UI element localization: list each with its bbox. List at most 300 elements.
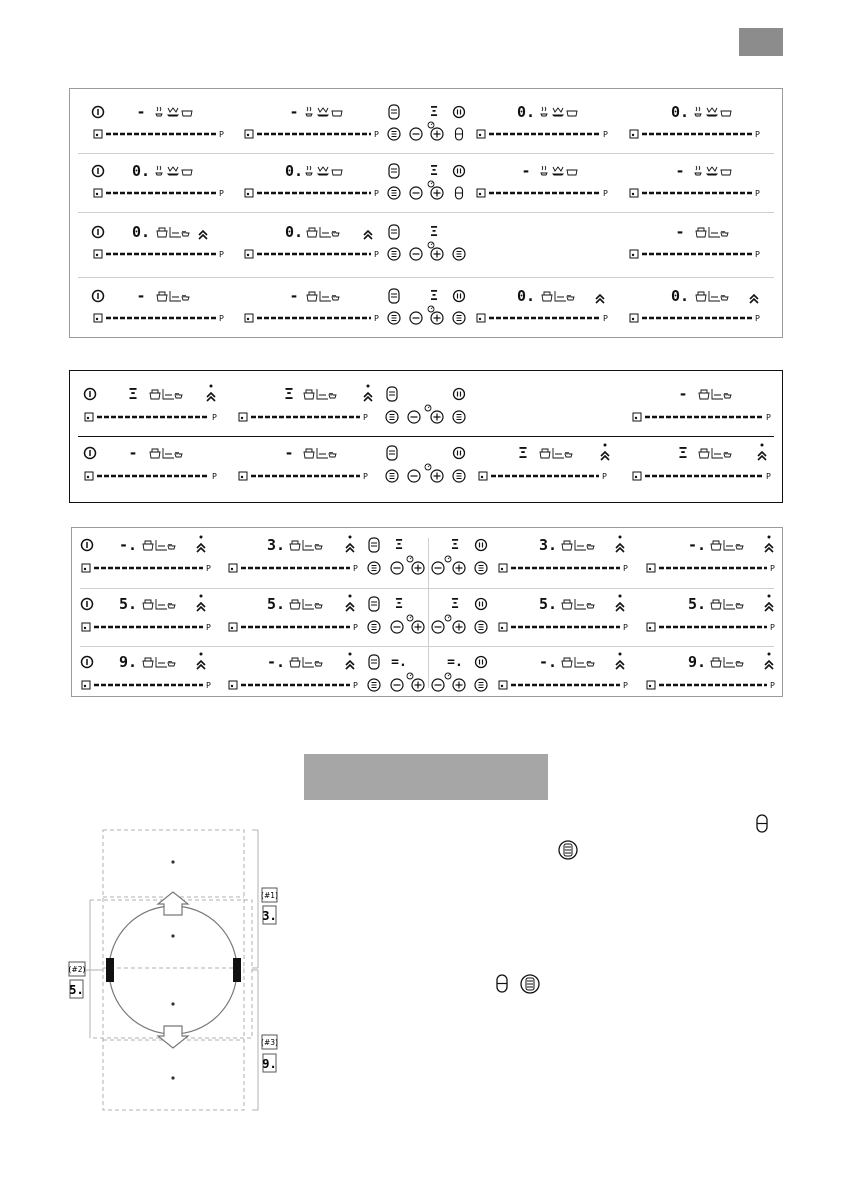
minus-icon — [391, 621, 403, 633]
pan-icon — [724, 657, 735, 667]
pause-icon — [476, 657, 487, 668]
timer-icon — [445, 556, 451, 562]
boost-dot — [619, 653, 622, 656]
zone-position-icon — [229, 681, 237, 689]
zone-selector-icon — [518, 972, 542, 996]
pot-icon — [562, 600, 572, 609]
slider-end-label: P — [755, 250, 760, 259]
boost-icon — [758, 444, 766, 461]
lock-icon — [369, 538, 379, 552]
boost-icon — [346, 653, 354, 670]
function-icons — [562, 657, 594, 667]
zone-position-dot — [501, 627, 503, 629]
boost-dot — [367, 385, 370, 388]
zone-marker-right — [233, 958, 241, 982]
zone-position-dot — [96, 134, 98, 136]
power-icon — [85, 448, 96, 459]
zone-level-display: -. — [266, 653, 286, 671]
power-icon — [82, 540, 93, 551]
boost-chevron — [765, 544, 773, 552]
zone-position-dot — [481, 476, 483, 478]
zone-position-icon — [633, 472, 641, 480]
flex-zone-circle — [109, 906, 237, 1034]
pot-icon — [307, 228, 317, 237]
keep-warm-icon — [156, 166, 162, 175]
zone-position-dot — [479, 193, 481, 195]
boost-icon — [197, 595, 205, 612]
pan-icon — [170, 227, 181, 237]
pot-icon — [150, 390, 160, 399]
plus-icon — [453, 562, 465, 574]
melt-icon — [567, 170, 577, 175]
plus-icon — [431, 470, 443, 482]
power-slider — [245, 250, 371, 258]
zone-position-dot — [649, 568, 651, 570]
pan-icon — [709, 291, 720, 301]
boost-dot — [604, 444, 607, 447]
pot-icon — [290, 541, 300, 550]
function-icons — [562, 599, 594, 609]
function-icons — [540, 448, 572, 458]
power-slider — [94, 314, 216, 322]
function-icons — [143, 599, 175, 609]
keep-warm-icon — [182, 232, 189, 237]
slider-end-label: P — [755, 189, 760, 198]
slider-end-label: P — [623, 623, 628, 632]
slider-end-label: P — [353, 681, 358, 690]
function-icons — [156, 166, 192, 175]
power-slider — [94, 130, 216, 138]
timer-hand — [431, 308, 433, 310]
zone-level-display: - — [675, 162, 685, 180]
pan-icon — [156, 657, 167, 667]
pot-icon — [157, 228, 167, 237]
zone-selector-icon — [453, 248, 465, 260]
function-icons — [541, 166, 577, 175]
boost-dot — [200, 595, 203, 598]
pan-icon — [320, 227, 331, 237]
pot-icon — [143, 600, 153, 609]
power-slider — [630, 250, 752, 258]
zone-position-icon — [229, 623, 237, 631]
zone-center-dot — [171, 1076, 174, 1079]
zone-position-icon — [245, 130, 253, 138]
lock-icon — [389, 225, 399, 239]
zone-center-dot — [171, 1002, 174, 1005]
minus-icon — [432, 621, 444, 633]
plus-icon — [412, 679, 424, 691]
boost-dot — [200, 653, 203, 656]
power-slider — [229, 681, 350, 689]
slider-end-label: P — [219, 130, 224, 139]
zone-position-dot — [96, 254, 98, 256]
zone-position-icon — [245, 250, 253, 258]
keep-warm-icon — [315, 604, 322, 609]
function-icons — [695, 166, 731, 175]
function-icons — [699, 389, 731, 399]
zone-position-dot — [231, 568, 233, 570]
pan-icon — [553, 448, 564, 458]
zone-level-display: - — [521, 162, 531, 180]
keep-warm-icon — [329, 394, 336, 399]
pause-ring — [476, 657, 487, 668]
zone-position-dot — [84, 568, 86, 570]
lock-body — [369, 655, 379, 669]
keep-warm-icon — [306, 166, 312, 175]
boost-chevron — [199, 231, 207, 239]
boost-icon — [616, 536, 624, 553]
pan-icon — [724, 599, 735, 609]
pause-icon — [476, 599, 487, 610]
zone-selector-icon — [453, 312, 465, 324]
zone-marker-left — [106, 958, 114, 982]
power-slider — [94, 189, 216, 197]
zone-level-display: 5. — [687, 595, 707, 613]
function-icons — [157, 227, 189, 237]
boost-chevron — [758, 452, 766, 460]
keep-warm-icon — [306, 107, 312, 116]
simmer-icon — [707, 108, 717, 116]
pan-icon — [303, 540, 314, 550]
zone-position-dot — [84, 627, 86, 629]
lock-icon — [369, 597, 379, 611]
pot-icon — [304, 390, 314, 399]
pot-icon — [157, 292, 167, 301]
pause-ring — [454, 448, 465, 459]
keep-warm-icon — [736, 604, 743, 609]
boost-dot — [768, 536, 771, 539]
boost-icon — [197, 653, 205, 670]
keep-warm-icon — [736, 545, 743, 550]
boost-chevron — [750, 295, 758, 303]
melt-icon — [332, 111, 342, 116]
zone-position-icon — [630, 250, 638, 258]
lock-body — [369, 597, 379, 611]
function-icons — [542, 291, 574, 301]
boost-dot — [349, 595, 352, 598]
slider-end-label: P — [374, 314, 379, 323]
zone-position-dot — [241, 417, 243, 419]
pan-icon — [712, 448, 723, 458]
boost-chevron — [596, 295, 604, 303]
lock-body — [389, 289, 399, 303]
pause-icon — [454, 448, 465, 459]
zone-position-dot — [96, 193, 98, 195]
minus-icon — [391, 679, 403, 691]
power-slider — [499, 681, 620, 689]
keep-warm-icon — [182, 296, 189, 301]
zone-label-1: (#1) — [261, 891, 278, 900]
center-display: Ξ — [430, 225, 438, 240]
slider-end-label: P — [603, 130, 608, 139]
melt-icon — [721, 170, 731, 175]
zone-level-display: 0. — [670, 287, 690, 305]
plus-icon — [431, 187, 443, 199]
timer-icon — [407, 615, 413, 621]
pan-icon — [156, 599, 167, 609]
keep-warm-icon — [587, 545, 594, 550]
slider-end-label: P — [755, 130, 760, 139]
pause-icon — [454, 291, 465, 302]
function-icons — [696, 227, 728, 237]
power-slider — [479, 472, 599, 480]
zone-level-display: 0. — [131, 223, 151, 241]
slider-end-label: P — [212, 472, 217, 481]
zone-level-display: 5. — [266, 595, 286, 613]
pot-icon — [290, 600, 300, 609]
zone-position-icon — [647, 681, 655, 689]
boost-icon — [346, 595, 354, 612]
boost-chevron — [364, 231, 372, 239]
boost-chevron — [616, 544, 624, 552]
simmer-icon — [553, 167, 563, 175]
function-icons — [562, 540, 594, 550]
power-slider — [82, 681, 203, 689]
boost-dot — [768, 653, 771, 656]
slider-end-label: P — [770, 623, 775, 632]
pan-icon — [575, 657, 586, 667]
zone-level-display: 3. — [266, 536, 286, 554]
keep-warm-icon — [168, 604, 175, 609]
power-icon — [85, 389, 96, 400]
zone-position-icon — [499, 681, 507, 689]
power-icon — [93, 227, 104, 238]
boost-chevron — [765, 661, 773, 669]
keep-warm-icon — [736, 662, 743, 667]
timer-icon — [445, 615, 451, 621]
keep-warm-icon — [721, 296, 728, 301]
pot-icon — [699, 449, 709, 458]
power-slider — [477, 314, 600, 322]
zone-position-dot — [479, 318, 481, 320]
function-icons — [290, 540, 322, 550]
power-slider — [647, 564, 767, 572]
zone-position-icon — [477, 189, 485, 197]
zone-position-icon — [477, 130, 485, 138]
zone-position-dot — [247, 134, 249, 136]
function-icons — [711, 657, 743, 667]
keep-warm-icon — [332, 232, 339, 237]
plus-icon — [412, 621, 424, 633]
zone-combined-outline — [90, 900, 252, 1038]
timer-hand — [431, 124, 433, 126]
boost-dot — [200, 536, 203, 539]
lock-body — [387, 387, 397, 401]
function-icons — [699, 448, 731, 458]
zone-level-display: - — [136, 287, 146, 305]
pan-icon — [555, 291, 566, 301]
zone-position-dot — [501, 685, 503, 687]
zone-selector-icon — [388, 248, 400, 260]
boost-chevron — [197, 603, 205, 611]
plus-icon — [431, 411, 443, 423]
function-icons — [290, 599, 322, 609]
zone-selector-icon — [386, 411, 398, 423]
zone-position-icon — [633, 413, 641, 421]
slider-end-label: P — [206, 564, 211, 573]
boost-chevron — [616, 661, 624, 669]
keep-warm-icon — [315, 545, 322, 550]
pause-ring — [454, 291, 465, 302]
pot-icon — [711, 658, 721, 667]
minus-icon — [410, 248, 422, 260]
minus-icon — [408, 411, 420, 423]
boost-dot — [768, 595, 771, 598]
zone-level-display: -. — [118, 536, 138, 554]
slider-end-label: P — [219, 189, 224, 198]
power-slider — [630, 130, 752, 138]
boost-dot — [761, 444, 764, 447]
simmer-icon — [318, 108, 328, 116]
power-slider — [94, 250, 216, 258]
keep-warm-icon — [541, 107, 547, 116]
melt-icon — [332, 170, 342, 175]
zone-level-display: 5. — [118, 595, 138, 613]
power-icon — [93, 107, 104, 118]
timer-hand — [410, 558, 412, 560]
zone-selector-icon — [368, 679, 380, 691]
pan-icon — [724, 540, 735, 550]
zone-position-dot — [84, 685, 86, 687]
zone-selector-icon — [386, 470, 398, 482]
zone-position-icon — [477, 314, 485, 322]
plus-icon — [431, 248, 443, 260]
zone-position-dot — [87, 417, 89, 419]
simmer-icon — [707, 167, 717, 175]
zone-level-display: - — [678, 385, 688, 403]
boost-dot — [349, 653, 352, 656]
boost-chevron — [197, 544, 205, 552]
timer-icon — [407, 673, 413, 679]
boost-chevron — [197, 661, 205, 669]
pause-ring — [476, 599, 487, 610]
lock-body — [387, 446, 397, 460]
pot-icon — [304, 449, 314, 458]
pan-icon — [303, 599, 314, 609]
power-slider — [239, 413, 360, 421]
center-display: Ξ — [451, 538, 459, 553]
keep-warm-icon — [332, 296, 339, 301]
pan-icon — [575, 540, 586, 550]
boost-icon — [616, 595, 624, 612]
zone-level-display: - — [128, 444, 138, 462]
timer-hand — [431, 244, 433, 246]
zone-level-display: Ξ — [678, 444, 688, 462]
boost-chevron — [207, 393, 215, 401]
pan-icon — [712, 389, 723, 399]
simmer-icon — [318, 167, 328, 175]
timer-icon — [428, 306, 434, 312]
zone-diagram — [60, 820, 290, 1120]
minus-icon — [432, 679, 444, 691]
zone-position-icon — [85, 413, 93, 421]
function-icons — [150, 448, 182, 458]
zone-position-dot — [632, 318, 634, 320]
power-slider — [633, 472, 763, 480]
pause-ring — [454, 389, 465, 400]
zone-position-dot — [241, 476, 243, 478]
zone-position-icon — [82, 564, 90, 572]
pan-icon — [709, 227, 720, 237]
function-icons — [711, 599, 743, 609]
zone-position-icon — [94, 314, 102, 322]
zone-position-dot — [231, 685, 233, 687]
zone-level-display: Ξ — [284, 385, 294, 403]
zone-level-display: - — [289, 103, 299, 121]
power-slider — [647, 623, 767, 631]
zone-position-dot — [649, 627, 651, 629]
zone-level-display: - — [289, 287, 299, 305]
pot-icon — [562, 658, 572, 667]
zone-level-display: Ξ — [518, 444, 528, 462]
zone-center-dot — [171, 934, 174, 937]
zone-value-3: 9. — [262, 1057, 277, 1071]
center-display: Ξ — [430, 289, 438, 304]
minus-icon — [410, 187, 422, 199]
slider-end-label: P — [206, 623, 211, 632]
zone-position-dot — [87, 476, 89, 478]
zone-position-dot — [632, 193, 634, 195]
boost-icon — [346, 536, 354, 553]
boost-icon — [364, 231, 372, 239]
zone-value-1: 3. — [262, 909, 277, 923]
slider-end-label: P — [353, 564, 358, 573]
slider-end-label: P — [766, 472, 771, 481]
zone-selector-icon — [475, 679, 487, 691]
pan-icon — [303, 657, 314, 667]
zone-position-dot — [632, 254, 634, 256]
function-icons — [143, 657, 175, 667]
zone-selector-icon — [388, 128, 400, 140]
boost-chevron — [364, 393, 372, 401]
melt-icon — [567, 111, 577, 116]
zone-position-icon — [630, 130, 638, 138]
minus-icon — [410, 128, 422, 140]
function-icons — [157, 291, 189, 301]
keep-warm-icon — [329, 453, 336, 458]
power-slider — [85, 472, 209, 480]
pause-ring — [454, 166, 465, 177]
zone-level-display: -. — [538, 653, 558, 671]
zone-selector-icon — [368, 621, 380, 633]
zone-label-3: (#3) — [261, 1038, 278, 1047]
function-icons — [306, 107, 342, 116]
boost-dot — [619, 536, 622, 539]
minus-icon — [391, 562, 403, 574]
center-display: =. — [447, 655, 463, 670]
pan-icon — [156, 540, 167, 550]
power-icon — [93, 291, 104, 302]
pot-icon — [696, 292, 706, 301]
function-icons — [695, 107, 731, 116]
function-icons — [541, 107, 577, 116]
zone-position-icon — [630, 189, 638, 197]
boost-icon — [197, 536, 205, 553]
lock-body — [389, 225, 399, 239]
keep-warm-icon — [587, 604, 594, 609]
power-slider — [239, 472, 360, 480]
zone-position-icon — [85, 472, 93, 480]
slider-end-label: P — [374, 189, 379, 198]
boost-dot — [619, 595, 622, 598]
zone-selector-icon — [475, 621, 487, 633]
boost-chevron — [765, 603, 773, 611]
boost-dot — [349, 536, 352, 539]
zone-level-display: 5. — [538, 595, 558, 613]
minus-icon — [408, 470, 420, 482]
timer-icon — [445, 673, 451, 679]
function-icons — [290, 657, 322, 667]
